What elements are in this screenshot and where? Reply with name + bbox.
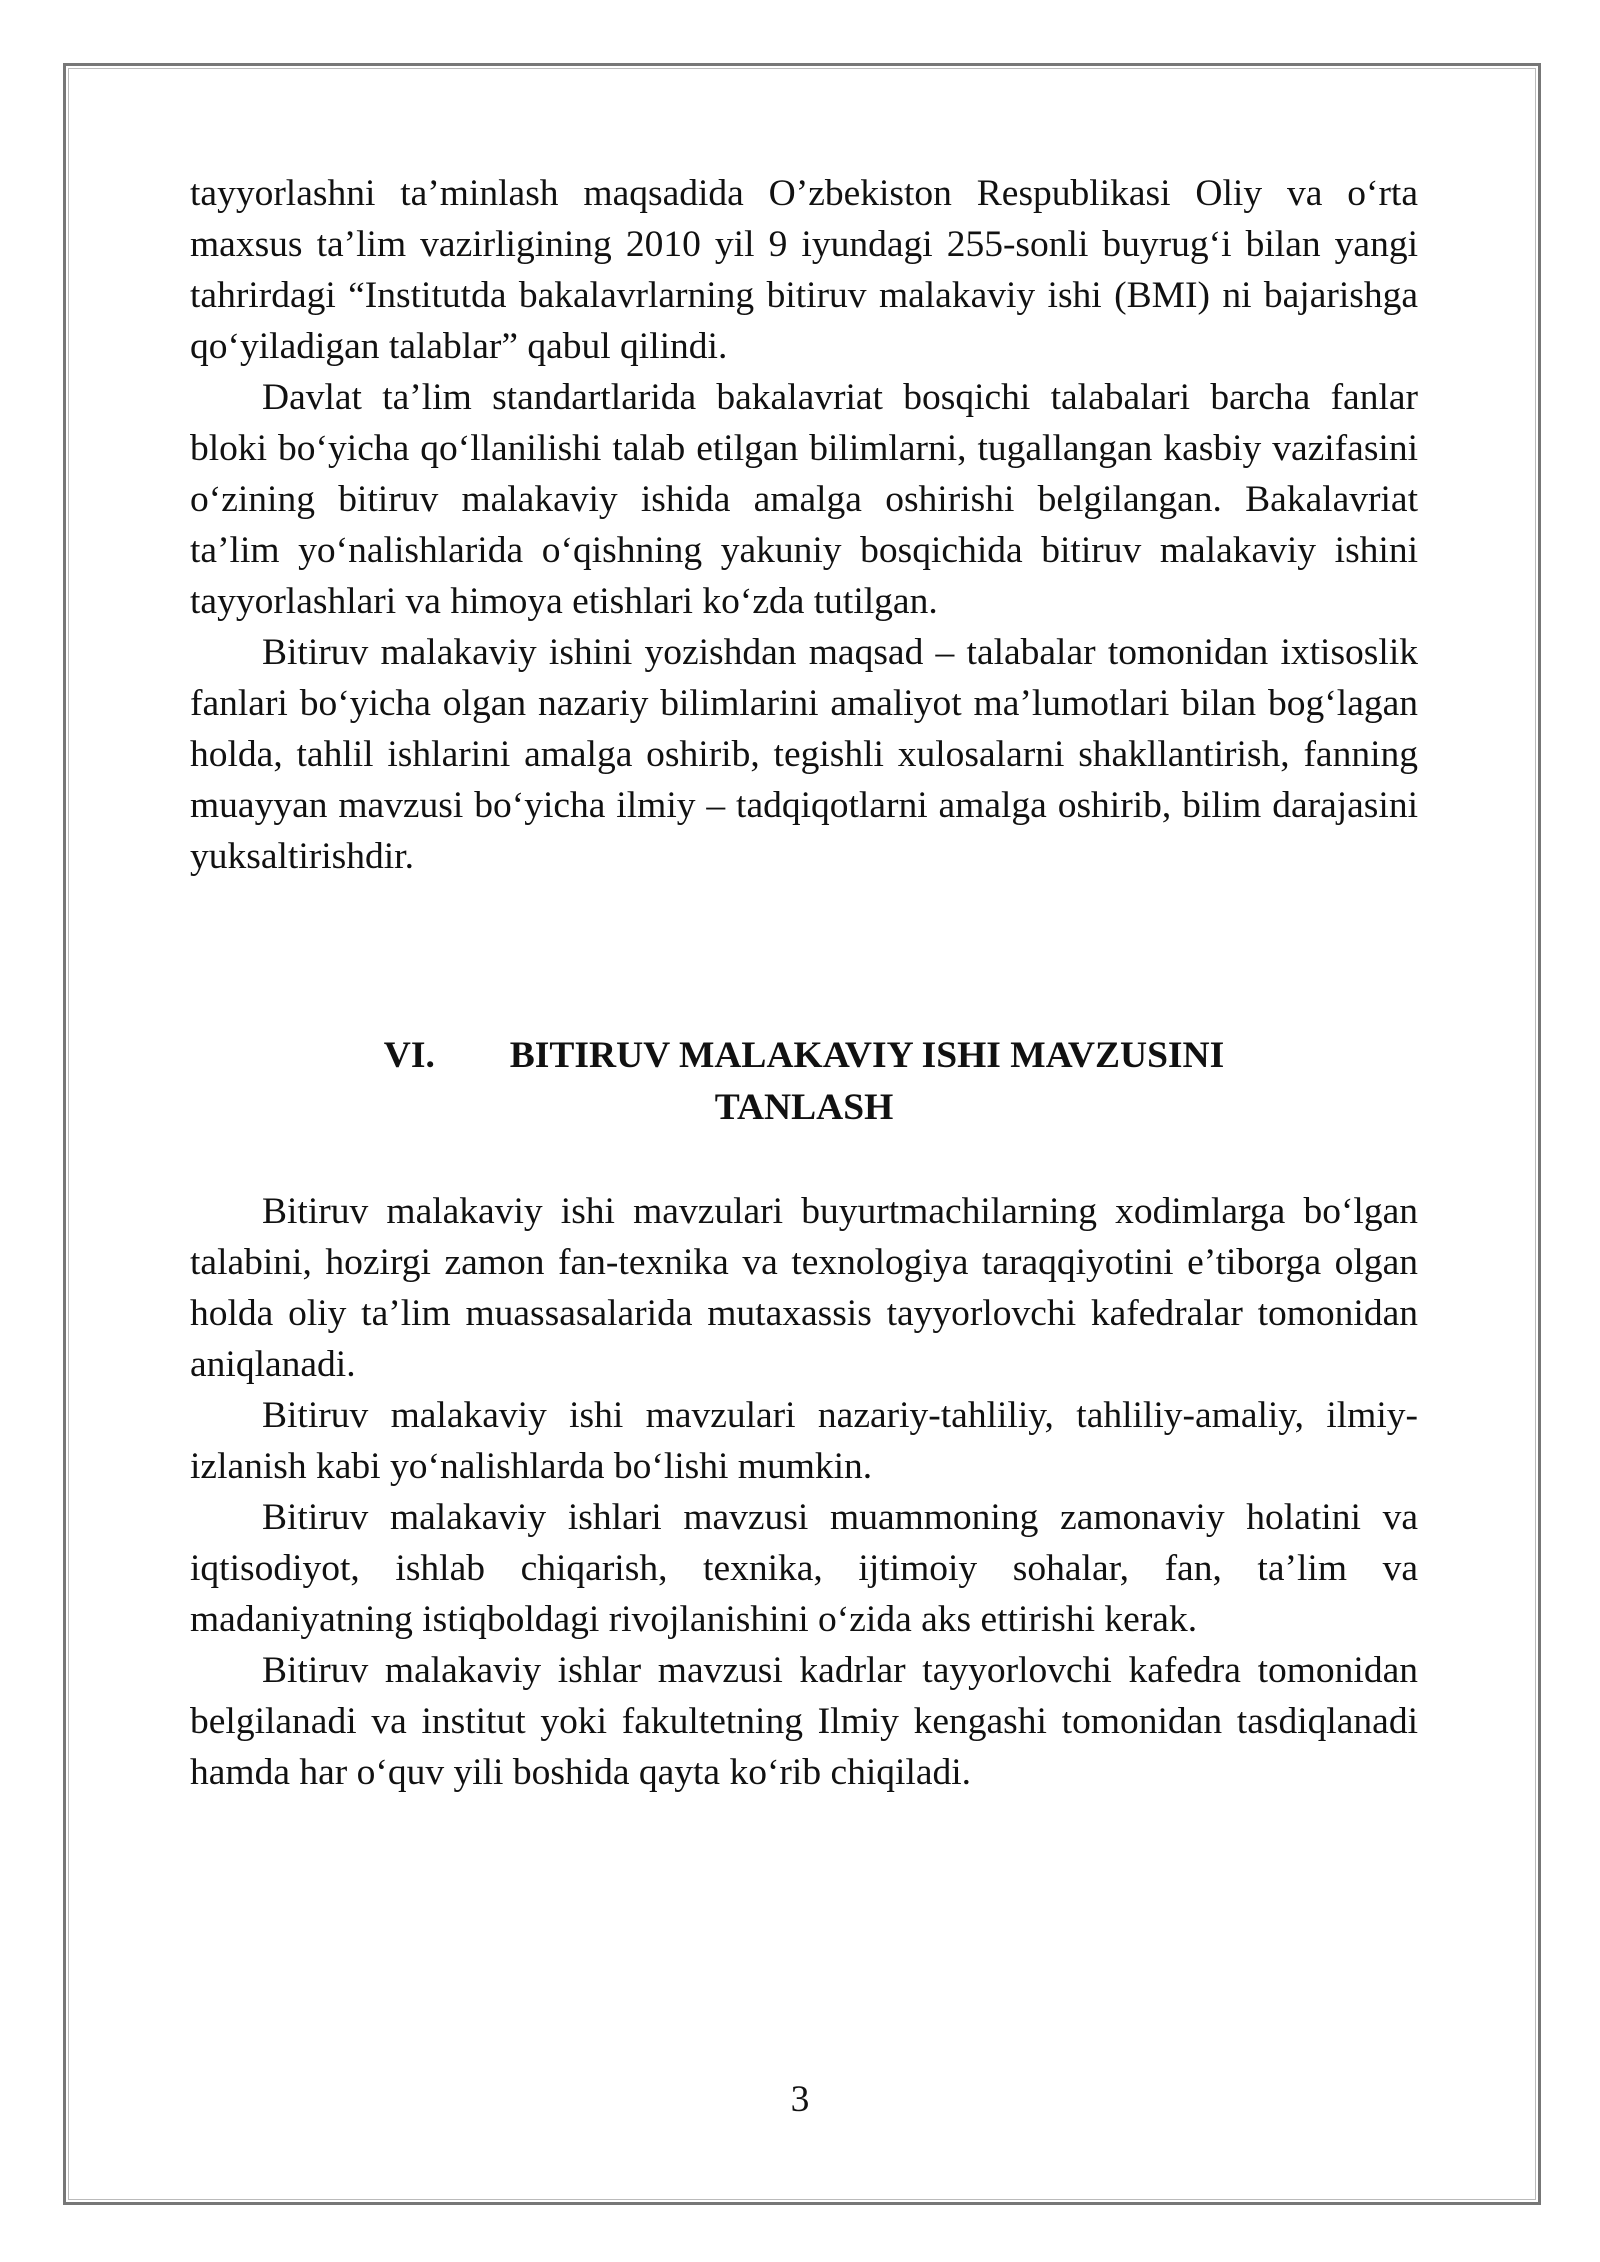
paragraph-continuation: tayyorlashni ta’minlash maqsadida O’zbekiston Respublikasi Oliy va o‘rta maxsus ta’lim vazirligining 2010 yil 9 iyundagi 255-sonli buyrug‘i bilan yangi tahrirdagi “Institutda bakalavrlarning bitiruv malakaviy ishi (BMI) ni bajarishga qo‘yiladigan talablar” qabul qilindi. (190, 173, 1418, 367)
section-number: VI. (383, 1035, 435, 1076)
paragraph-standards: Davlat ta’lim standartlarida bakalavriat bosqichi talabalari barcha fanlar bloki bo‘yicha qo‘llanilishi talab etilgan bilimlarni, tugallangan kasbiy vazifasini o‘zining bitiruv malakaviy ishida amalga oshirishi belgilangan. Bakalavriat ta’lim yo‘nalishlarida o‘qishning yakuniy bosqichida bitiruv malakaviy ishini tayyorlashlari va himoya etishlari ko‘zda tutilgan. (190, 377, 1418, 622)
paragraph-topics-approval: Bitiruv malakaviy ishlar mavzusi kadrlar tayyorlovchi kafedra tomonidan belgilanadi va institut yoki fakultetning Ilmiy kengashi tomonidan tasdiqlanadi hamda har o‘quv yili boshida qayta ko‘rib chiqiladi. (190, 1650, 1418, 1793)
section-title-line2: TANLASH (714, 1087, 894, 1128)
section-heading-line2 (190, 1082, 1418, 1134)
section-heading (190, 1030, 1418, 1082)
paragraph-topics-relevance: Bitiruv malakaviy ishlari mavzusi muammoning zamonaviy holatini va iqtisodiyot, ishlab chiqarish, texnika, ijtimoiy sohalar, fan, ta’lim va madaniyatning istiqboldagi rivojlanishini o‘zida aks ettirishi kerak. (190, 1497, 1418, 1640)
section-title-line1: BITIRUV MALAKAVIY ISHI MAVZUSINI (509, 1035, 1225, 1076)
paragraph-topics-types: Bitiruv malakaviy ishi mavzulari nazariy-tahliliy, tahliliy-amaliy, ilmiy-izlanish kabi yo‘nalishlarda bo‘lishi mumkin. (190, 1395, 1418, 1487)
page-number: 3 (790, 2079, 810, 2120)
paragraph-topics-defined: Bitiruv malakaviy ishi mavzulari buyurtmachilarning xodimlarga bo‘lgan talabini, hozirgi zamon fan-texnika va texnologiya taraqqiyotini e’tiborga olgan holda oliy ta’lim muassasalarida mutaxassis tayyorlovchi kafedralar tomonidan aniqlanadi. (190, 1191, 1418, 1385)
spacer (190, 1134, 1418, 1186)
page-content (190, 168, 1418, 1798)
spacer (190, 882, 1418, 1030)
paragraph-purpose: Bitiruv malakaviy ishini yozishdan maqsad – talabalar tomonidan ixtisoslik fanlari bo‘yicha olgan nazariy bilimlarini amaliyot ma’lumotlari bilan bog‘lagan holda, tahlil ishlarini amalga oshirib, tegishli xulosalarni shakllantirish, fanning muayyan mavzusi bo‘yicha ilmiy – tadqiqotlarni amalga oshirib, bilim darajasini yuksaltirishdir. (190, 632, 1418, 877)
